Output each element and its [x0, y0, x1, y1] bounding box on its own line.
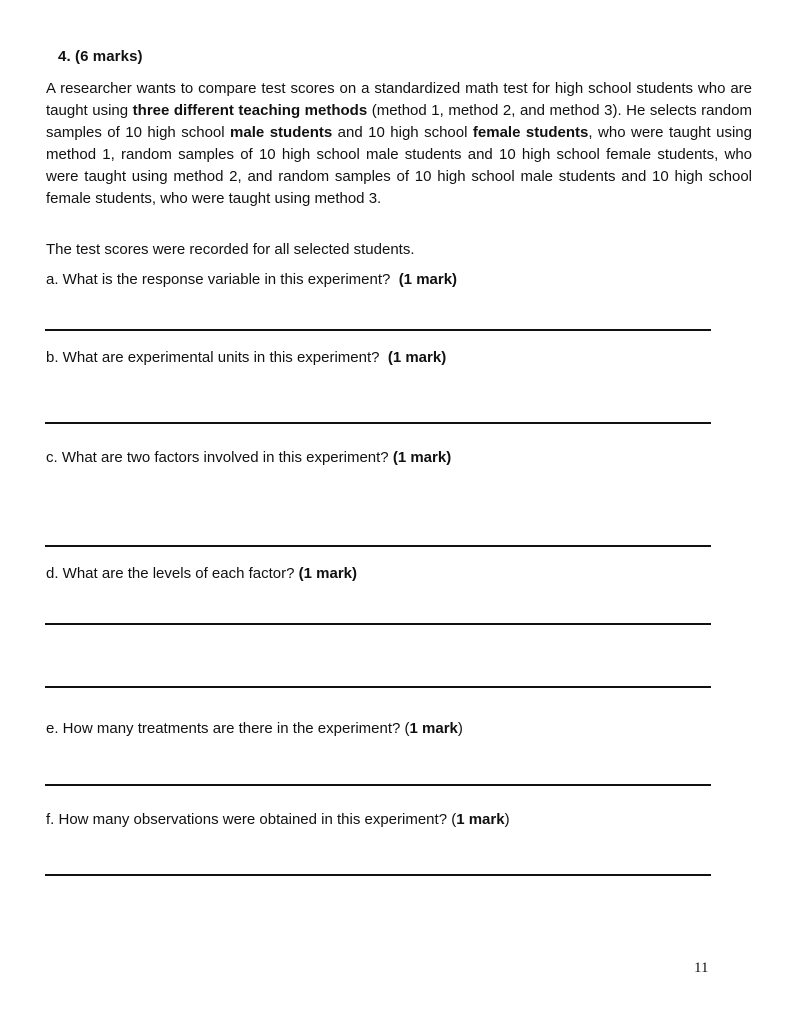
part-b-question	[46, 347, 446, 369]
part-f-marks: 1 mark	[456, 811, 505, 828]
part-b-marks: (1 mark)	[387, 349, 447, 366]
part-d-marks: (1 mark)	[298, 565, 357, 582]
intro-text-4: , who were taught using method 1, random samples of 10 high school male students and 10 high school female students, who were taught using method 2, and random samples of 10 high school male students and 10 high school female students, who were taught using method 3.	[46, 124, 752, 207]
part-c-answer-line[interactable]	[45, 545, 711, 547]
part-e-answer-line[interactable]	[45, 784, 711, 786]
question-marks: (6 marks)	[75, 48, 143, 65]
part-a-answer-line[interactable]	[45, 329, 711, 331]
part-d-question	[46, 563, 357, 585]
part-f-tail: )	[504, 811, 510, 828]
intro-bold-female: female students	[472, 124, 589, 141]
part-a-text: a. What is the response variable in this experiment?	[46, 271, 399, 288]
part-f-text: f. How many observations were obtained in this experiment? (	[46, 811, 457, 828]
recorded-statement: The test scores were recorded for all selected students.	[46, 241, 415, 258]
part-f-answer-line[interactable]	[45, 874, 711, 876]
part-e-text: e. How many treatments are there in the experiment? (	[46, 720, 410, 737]
intro-text-2: (method 1, method 2, and method 3). He selects random samples of 10 high school	[46, 102, 752, 141]
intro-bold-methods: three different teaching methods	[132, 102, 368, 119]
question-heading	[58, 48, 143, 65]
part-e-tail: )	[457, 720, 463, 737]
intro-text-1: A researcher wants to compare test scores on a standardized math test for high school students who are taught using	[46, 80, 752, 119]
part-a-marks: (1 mark)	[398, 271, 458, 288]
question-number: 4.	[58, 48, 71, 65]
part-f-question	[46, 809, 510, 831]
part-a-question	[46, 269, 457, 291]
question-intro	[46, 78, 752, 210]
part-d-answer-line-1[interactable]	[45, 623, 711, 625]
part-d-text: d. What are the levels of each factor?	[46, 565, 299, 582]
page-number: 11	[694, 960, 709, 976]
part-d-answer-line-2[interactable]	[45, 686, 711, 688]
intro-bold-male: male students	[230, 124, 333, 141]
intro-text-3: and 10 high school	[332, 124, 473, 141]
part-e-marks: 1 mark	[409, 720, 458, 737]
part-b-text: b. What are experimental units in this experiment?	[46, 349, 388, 366]
part-c-marks: (1 mark)	[392, 449, 452, 466]
part-c-question	[46, 447, 451, 469]
part-b-answer-line[interactable]	[45, 422, 711, 424]
part-c-text: c. What are two factors involved in this experiment?	[46, 449, 393, 466]
part-e-question	[46, 718, 463, 740]
